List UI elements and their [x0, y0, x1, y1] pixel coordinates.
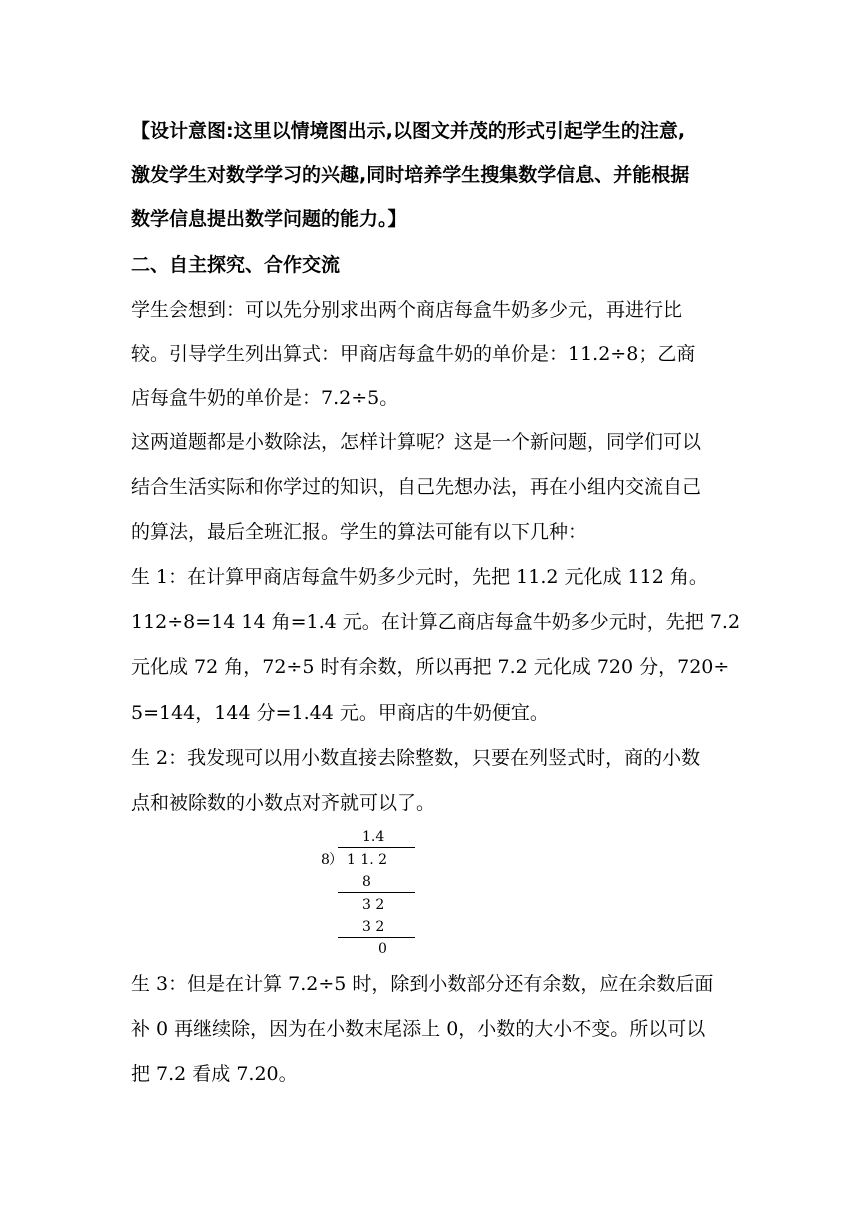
division-bar: [338, 847, 415, 848]
student1-line-3: 元化成 72 角，72÷5 时有余数，所以再把 7.2 元化成 720 分，720÷: [131, 656, 730, 678]
student3-line-1: 生 3：但是在计算 7.2÷5 时，除到小数部分还有余数，应在余数后面: [131, 973, 714, 995]
division-divisor: 8: [321, 852, 330, 868]
para1-line-1: 学生会想到：可以先分别求出两个商店每盒牛奶多少元，再进行比: [131, 299, 683, 321]
design-intent-line-1: 【设计意图:这里以情境图出示,以图文并茂的形式引起学生的注意,: [131, 120, 686, 142]
student3-line-2: 补 0 再继续除，因为在小数末尾添上 0，小数的大小不变。所以可以: [131, 1018, 706, 1040]
division-remainder: 0: [378, 941, 387, 957]
design-intent-line-2: 激发学生对数学学习的兴趣,同时培养学生搜集数学信息、并能根据: [131, 164, 690, 186]
para2-line-2: 结合生活实际和你学过的知识，自己先想办法，再在小组内交流自己: [131, 476, 702, 498]
student2-line-2: 点和被除数的小数点对齐就可以了。: [131, 792, 436, 814]
division-quotient: 1.4: [362, 829, 385, 845]
para2-line-3: 的算法，最后全班汇报。学生的算法可能有以下几种：: [131, 521, 588, 543]
design-intent-line-3: 数学信息提出数学问题的能力。】: [131, 208, 407, 230]
student2-line-1: 生 2：我发现可以用小数直接去除整数，只要在列竖式时，商的小数: [131, 747, 701, 769]
division-rule-2: [338, 937, 415, 938]
student1-line-1: 生 1：在计算甲商店每盒牛奶多少元时，先把 11.2 元化成 112 角。: [131, 566, 708, 588]
para2-line-1: 这两道题都是小数除法，怎样计算呢？这是一个新问题，同学们可以: [131, 431, 702, 453]
division-rule-1: [338, 892, 415, 893]
division-step-1: 8: [362, 874, 371, 890]
para1-line-3: 店每盒牛奶的单价是：7.2÷5。: [131, 387, 399, 409]
division-step-3: 3 2: [362, 919, 385, 935]
student1-line-2: 112÷8=14 14 角=1.4 元。在计算乙商店每盒牛奶多少元时，先把 7.2: [131, 611, 741, 633]
para1-line-2: 较。引导学生列出算式：甲商店每盒牛奶的单价是：11.2÷8；乙商: [131, 343, 696, 365]
section-heading: 二、自主探究、合作交流: [131, 254, 341, 276]
division-dividend: 1 1. 2: [347, 852, 388, 868]
student3-line-3: 把 7.2 看成 7.20。: [131, 1063, 298, 1085]
student1-line-4: 5=144，144 分=1.44 元。甲商店的牛奶便宜。: [131, 702, 549, 724]
division-bracket: ）: [329, 852, 343, 868]
division-step-2: 3 2: [362, 897, 385, 913]
